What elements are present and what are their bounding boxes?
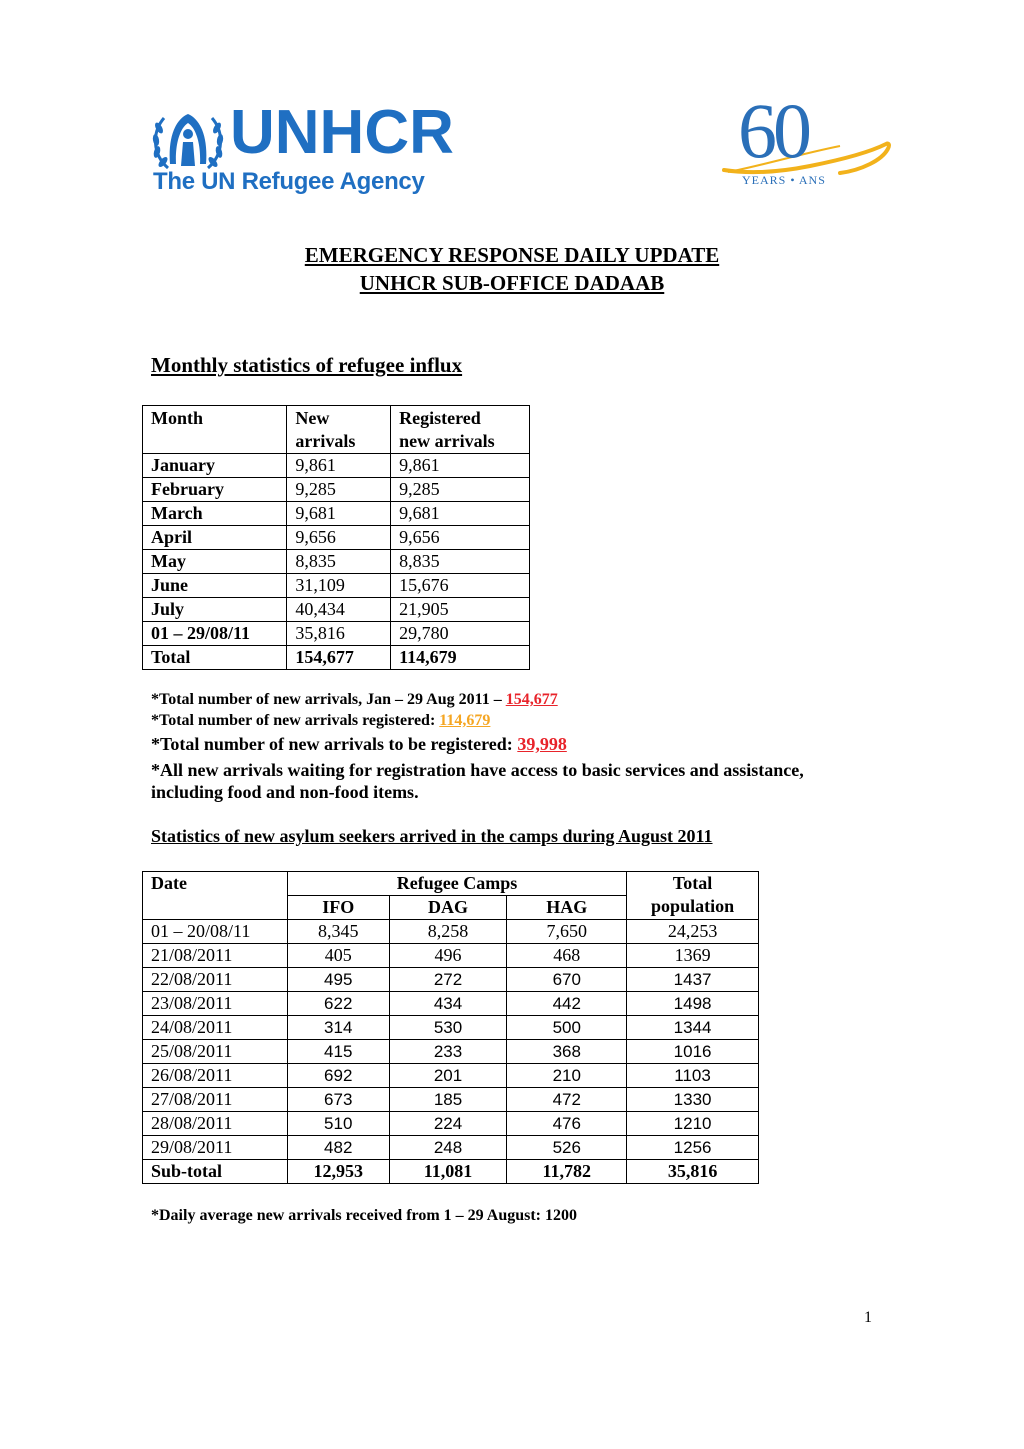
- table-cell: Sub-total: [143, 1160, 288, 1184]
- subtotal-row: [143, 1160, 759, 1184]
- column-header-ifo: IFO: [287, 896, 389, 920]
- table-row: [143, 454, 530, 478]
- to-register-value: 39,998: [517, 734, 567, 754]
- table-cell: 530: [389, 1016, 507, 1040]
- table-cell: 272: [389, 968, 507, 992]
- column-header-total: [627, 872, 759, 920]
- table-cell: 1210: [627, 1112, 759, 1136]
- table-row: [143, 478, 530, 502]
- table-cell: June: [143, 574, 287, 598]
- table-cell: 7,650: [507, 920, 627, 944]
- column-header-group: Refugee Camps: [287, 872, 626, 896]
- note-label: *Total number of new arrivals registered:: [151, 712, 440, 729]
- table-cell: 9,656: [287, 526, 391, 550]
- header-text: Registered new arrivals: [399, 408, 495, 451]
- table-cell: 8,258: [389, 920, 507, 944]
- page-number: 1: [864, 1309, 872, 1326]
- table-cell: 01 – 29/08/11: [143, 622, 287, 646]
- table-cell: 35,816: [287, 622, 391, 646]
- table-cell: 23/08/2011: [143, 992, 288, 1016]
- table-header-row: [143, 872, 759, 896]
- table-row: [143, 968, 759, 992]
- table-cell: 21,905: [391, 598, 530, 622]
- table-header-row: [143, 406, 530, 454]
- table-cell: 1369: [627, 944, 759, 968]
- table-cell: 476: [507, 1112, 627, 1136]
- table-cell: 472: [507, 1088, 627, 1112]
- table-cell: 1016: [627, 1040, 759, 1064]
- header-text: Total: [672, 873, 713, 893]
- total-new-value: 154,677: [505, 691, 558, 708]
- table-cell: 154,677: [287, 646, 391, 670]
- column-header: [391, 406, 530, 454]
- table-cell: 468: [507, 944, 627, 968]
- monthly-heading: Monthly statistics of refugee influx: [151, 353, 463, 377]
- table-cell: 28/08/2011: [143, 1112, 288, 1136]
- table-cell: April: [143, 526, 287, 550]
- table-cell: 01 – 20/08/11: [143, 920, 288, 944]
- table-cell: 15,676: [391, 574, 530, 598]
- table-row: [143, 944, 759, 968]
- table-row: [143, 1040, 759, 1064]
- table-cell: 29/08/2011: [143, 1136, 288, 1160]
- monthly-statistics-table: [142, 405, 530, 670]
- table-cell: 9,285: [287, 478, 391, 502]
- table-cell: 210: [507, 1064, 627, 1088]
- table-cell: 25/08/2011: [143, 1040, 288, 1064]
- table-cell: 22/08/2011: [143, 968, 288, 992]
- note-access: *All new arrivals waiting for registration have access to basic services and assistance, including food and non-food items.: [151, 760, 804, 802]
- table-cell: Total: [143, 646, 287, 670]
- table-row: [143, 1064, 759, 1088]
- header-text: population: [651, 896, 735, 916]
- unhcr-logo: [150, 98, 480, 203]
- table-cell: 11,081: [389, 1160, 507, 1184]
- table-cell: 8,835: [287, 550, 391, 574]
- camp-statistics-table: [142, 871, 759, 1184]
- note-to-be-registered: [151, 735, 567, 753]
- registered-value: 114,679: [439, 712, 491, 729]
- table-cell: 40,434: [287, 598, 391, 622]
- table-cell: 26/08/2011: [143, 1064, 288, 1088]
- table-row: [143, 622, 530, 646]
- sixty-tagline: YEARS • ANS: [742, 173, 826, 187]
- table-cell: 9,656: [391, 526, 530, 550]
- table-cell: 1437: [627, 968, 759, 992]
- camps-heading: Statistics of new asylum seekers arrived in the camps during August 2011: [151, 826, 713, 846]
- table-cell: February: [143, 478, 287, 502]
- table-cell: 622: [287, 992, 389, 1016]
- note-registered: [151, 713, 490, 729]
- column-header: Month: [143, 406, 287, 454]
- table-cell: 8,835: [391, 550, 530, 574]
- column-header-dag: DAG: [389, 896, 507, 920]
- table-cell: 114,679: [391, 646, 530, 670]
- table-cell: 442: [507, 992, 627, 1016]
- table-cell: 9,681: [391, 502, 530, 526]
- table-cell: 1103: [627, 1064, 759, 1088]
- table-row: [143, 920, 759, 944]
- table-cell: 233: [389, 1040, 507, 1064]
- table-cell: 12,953: [287, 1160, 389, 1184]
- table-cell: 1330: [627, 1088, 759, 1112]
- table-row: [143, 502, 530, 526]
- table-cell: 11,782: [507, 1160, 627, 1184]
- table-row: [143, 598, 530, 622]
- table-cell: 9,861: [287, 454, 391, 478]
- table-cell: 368: [507, 1040, 627, 1064]
- table-cell: 314: [287, 1016, 389, 1040]
- column-header-date: Date: [143, 872, 288, 920]
- column-header-hag: HAG: [507, 896, 627, 920]
- table-cell: 510: [287, 1112, 389, 1136]
- table-cell: 9,285: [391, 478, 530, 502]
- table-row: [143, 1136, 759, 1160]
- table-row: [143, 574, 530, 598]
- table-row: [143, 1016, 759, 1040]
- table-cell: 496: [389, 944, 507, 968]
- table-cell: 526: [507, 1136, 627, 1160]
- table-cell: May: [143, 550, 287, 574]
- table-cell: 692: [287, 1064, 389, 1088]
- unhcr-emblem-icon: [150, 110, 226, 174]
- table-cell: 405: [287, 944, 389, 968]
- table-cell: 248: [389, 1136, 507, 1160]
- document-subtitle: UNHCR SUB-OFFICE DADAAB: [359, 271, 665, 295]
- unhcr-wordmark: UNHCR: [230, 98, 454, 167]
- table-row: [143, 1112, 759, 1136]
- table-cell: 670: [507, 968, 627, 992]
- table-cell: 673: [287, 1088, 389, 1112]
- table-cell: 24/08/2011: [143, 1016, 288, 1040]
- table-cell: 185: [389, 1088, 507, 1112]
- table-cell: 31,109: [287, 574, 391, 598]
- table-cell: 201: [389, 1064, 507, 1088]
- table-row: [143, 550, 530, 574]
- header-text: New arrivals: [295, 408, 356, 451]
- table-cell: 434: [389, 992, 507, 1016]
- sixty-number: 60: [738, 87, 808, 174]
- total-row: [143, 646, 530, 670]
- table-cell: 1256: [627, 1136, 759, 1160]
- table-cell: 21/08/2011: [143, 944, 288, 968]
- table-cell: 415: [287, 1040, 389, 1064]
- note-label: *Total number of new arrivals to be registered:: [151, 734, 518, 754]
- table-cell: 8,345: [287, 920, 389, 944]
- unhcr-tagline: The UN Refugee Agency: [153, 168, 425, 195]
- sixty-years-logo: [720, 87, 895, 195]
- note-label: *Total number of new arrivals, Jan – 29 Aug 2011 –: [151, 691, 506, 708]
- table-cell: 1344: [627, 1016, 759, 1040]
- table-cell: 500: [507, 1016, 627, 1040]
- note-total-new-arrivals: [151, 692, 558, 708]
- table-cell: 27/08/2011: [143, 1088, 288, 1112]
- table-cell: 495: [287, 968, 389, 992]
- daily-average-note: *Daily average new arrivals received from 1 – 29 August: 1200: [151, 1207, 578, 1224]
- table-cell: 482: [287, 1136, 389, 1160]
- column-header: [287, 406, 391, 454]
- table-row: [143, 1088, 759, 1112]
- table-cell: March: [143, 502, 287, 526]
- table-cell: 35,816: [627, 1160, 759, 1184]
- table-cell: 224: [389, 1112, 507, 1136]
- table-cell: January: [143, 454, 287, 478]
- table-cell: 9,861: [391, 454, 530, 478]
- table-cell: 24,253: [627, 920, 759, 944]
- table-cell: 1498: [627, 992, 759, 1016]
- table-row: [143, 992, 759, 1016]
- table-cell: 9,681: [287, 502, 391, 526]
- table-row: [143, 526, 530, 550]
- table-cell: 29,780: [391, 622, 530, 646]
- document-title: EMERGENCY RESPONSE DAILY UPDATE: [304, 243, 720, 267]
- table-cell: July: [143, 598, 287, 622]
